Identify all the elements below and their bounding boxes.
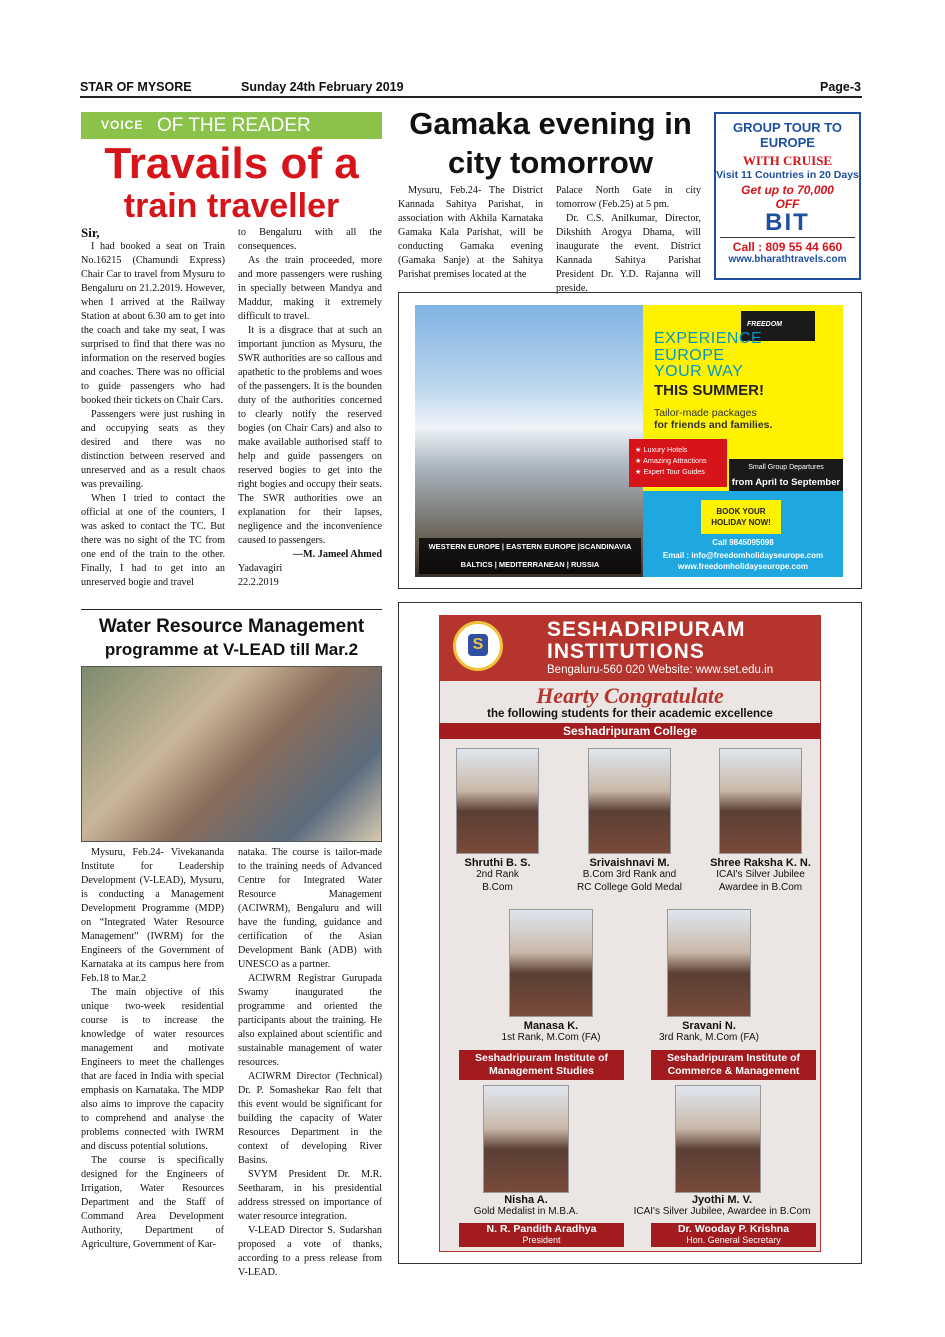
- vlead-column-1: [81, 846, 224, 1252]
- regions-line: WESTERN EUROPE | EASTERN EUROPE |SCANDINAVIA: [428, 542, 632, 551]
- student-achievement: 2nd Rank: [476, 869, 519, 880]
- ad-line: EUROPE: [760, 135, 815, 150]
- student-name: Shree Raksha K. N.: [710, 857, 811, 869]
- contact-info: [643, 537, 843, 572]
- section-label: OF THE READER: [157, 115, 311, 136]
- paragraph: Palace North Gate in city tomorrow (Feb.25) at 5 pm.: [556, 185, 701, 210]
- ad-website[interactable]: www.bharathtravels.com: [728, 254, 847, 265]
- student-card: [698, 857, 823, 894]
- ad-header: [439, 615, 821, 681]
- gamaka-title-line2: city tomorrow: [448, 145, 653, 180]
- paragraph: When I tried to contact the official at one of the counters, I was asked to contact the TC. But there was no sight of the TC from one end of the train to the other. Finally, I had to get into an unreserved bogie and travel: [81, 493, 225, 588]
- paragraph: to Bengaluru with all the consequences.: [238, 227, 382, 252]
- institution-name: [547, 619, 746, 663]
- student-card: [561, 857, 698, 894]
- departures-label: Small Group Departures: [748, 464, 824, 471]
- student-photo: [675, 1085, 761, 1193]
- student-course: B.Com: [482, 881, 513, 893]
- student-achievement: 3rd Rank, M.Com (FA): [658, 1032, 760, 1043]
- institute-line: Seshadripuram Institute of: [666, 1052, 801, 1064]
- feature-label: Expert Tour Guides: [643, 467, 705, 476]
- gamaka-column-2: [556, 184, 701, 296]
- student-card: [459, 1194, 593, 1219]
- student-achievement: Gold Medalist in M.B.A.: [473, 1206, 579, 1217]
- signature-date: 22.2.2019: [238, 577, 279, 588]
- ad-line: GROUP TOUR TO: [732, 120, 843, 135]
- voice-label: VOICE: [101, 118, 144, 132]
- congrats-subheading: the following students for their academic excellence: [487, 708, 773, 720]
- ad-line: Get up to 70,000: [741, 183, 834, 197]
- student-course: RC College Gold Medal: [576, 881, 683, 893]
- student-achievement: ICAI's Silver Jubilee, Awardee in B.Com: [633, 1206, 811, 1217]
- student-photo: [456, 748, 539, 854]
- student-name: Sravani N.: [682, 1020, 736, 1032]
- ad-line: WITH CRUISE: [742, 153, 833, 168]
- section-banner: [81, 112, 382, 139]
- signature-place: Yadavagiri: [238, 563, 283, 574]
- institute-line: Seshadripuram Institute of: [474, 1052, 609, 1064]
- reader-column-1: [81, 226, 225, 590]
- subtext-line: for friends and families.: [654, 419, 773, 431]
- feature-item: ★ Luxury Hotels: [635, 445, 688, 454]
- student-card: [623, 1194, 821, 1219]
- institution-logo: [453, 621, 503, 671]
- gamaka-title-line1: Gamaka evening in: [409, 106, 692, 141]
- headline-line: YOUR WAY: [654, 363, 744, 380]
- regions-line: BALTICS | MEDITERRANEAN | RUSSIA: [460, 560, 600, 569]
- institute-bar: [459, 1050, 624, 1080]
- ad-line: OFF: [775, 197, 800, 211]
- paragraph: It is a disgrace that at such an important junction as Mysuru, the SWR authorities are so callous and apathetic to the problems and woes of the passengers. It is the bounden duty of the authorities concerned to clearly notify the reserved bogies (on Chair Cars) and also to make available authorised staff to help and guide passengers on reserved bogies to get into the right bogies and occupy their seats. The SWR authorities owe an explanation for their lapses, negligence and the inconvenience caused to passengers.: [238, 325, 382, 546]
- college-bar: Seshadripuram College: [439, 723, 821, 739]
- signature: —M. Jameel Ahmed: [292, 549, 382, 560]
- article-title-line2: train traveller: [123, 187, 340, 225]
- student-photo: [719, 748, 802, 854]
- subtext-line: Tailor-made packages: [654, 407, 757, 419]
- cta-line: BOOK YOUR: [716, 507, 766, 516]
- paragraph: I had booked a seat on Train No.16215 (Chamundi Express) Chair Car to travel from Mysuru to Bengaluru on 21.2.2019. However, when I arrived at the Railway Station at about 6.30 am to get into the coach and take my seat, I was surprised to find that there was no information on the reserved bogies and coaches. There was no official to guide passengers who had booked their tickets on Chair Cars.: [81, 241, 225, 406]
- congrats-heading: Hearty Congratulate: [536, 683, 724, 708]
- reader-column-2: [238, 226, 382, 590]
- student-photo: [588, 748, 671, 854]
- regions-strip: [419, 538, 641, 574]
- paragraph: nataka. The course is tailor-made to the training needs of Advanced Centre for Integrated Water Resource Management (ACIWRM), Bengaluru and will have the funding, guidance and certification of the Asian Development Bank (ADB) with UNESCO as a partner.: [238, 847, 382, 970]
- vlead-title-line1: Water Resource Management: [98, 616, 365, 637]
- feature-item: ★ Amazing Attractions: [635, 456, 707, 465]
- header-rule: [80, 96, 862, 98]
- headline-line: EUROPE: [654, 346, 725, 364]
- paragraph: ACIWRM Director (Technical) Dr. P. Somashekar Rao felt that this event would be significant for building the capacity of Water Resources Department in the context of developing River Basins.: [238, 1071, 382, 1166]
- paragraph: The course is specifically designed for the Engineers of Irrigation, Water Resources Department and the Staff of Command Area Development Authority, Department of Agriculture, Government of Kar-: [81, 1155, 224, 1250]
- feature-label: Amazing Attractions: [643, 456, 707, 465]
- ad-phone: Call 9845095098: [712, 538, 774, 547]
- paragraph: ACIWRM Registrar Gurupada Swamy inaugurated the programme and oriented the participants about the training. He also explained about scientific and sustainable management of water resources.: [238, 973, 382, 1068]
- ad-website[interactable]: www.freedomholidayseurope.com: [678, 562, 808, 571]
- ad-subtext: [654, 407, 772, 431]
- europe-holiday-ad[interactable]: [398, 292, 862, 589]
- institution-address: Bengaluru-560 020 Website: www.set.edu.in: [547, 664, 774, 676]
- institute-bar: [651, 1050, 816, 1080]
- student-name: Srivaishnavi M.: [589, 857, 670, 869]
- paragraph: As the train proceeded, more and more passengers were rushing in specially between Mandya and Maddur, making it extremely difficult to travel.: [238, 255, 382, 322]
- paragraph: Mysuru, Feb.24- The District Kannada Sahitya Parishat, in association with Akhila Karnataka Gamaka Kala Parishat, will be conducting Gamaka evening (Gamaka Sanje) at the Sahitya Parishat premises located at the: [398, 185, 543, 280]
- bit-logo: BIT: [765, 209, 810, 236]
- president-name: N. R. Pandith Aradhya: [486, 1223, 597, 1235]
- student-name: Jyothi M. V.: [691, 1194, 753, 1206]
- paper-name: STAR OF MYSORE: [80, 80, 192, 94]
- name-line: SESHADRIPURAM: [547, 618, 746, 641]
- student-name: Manasa K.: [523, 1020, 579, 1032]
- paragraph: Dr. C.S. Anilkumar, Director, Dikshith Arogya Dhama, will inaugurate the event. District Kannada Sahitya Parishat President Dr. Y.D. Rajanna will preside.: [556, 213, 701, 294]
- paragraph: Mysuru, Feb.24- Vivekananda Institute for Leadership Development (V-LEAD), Mysuru, is conducting a Management Development Programme (MDP) on “Integrated Water Resource Management” (IWRM) for the Engineers of the Government of Karnataka at its campus here from Feb.18 to Mar.2: [81, 847, 224, 984]
- paragraph: SVYM President Dr. M.R. Seetharam, in his presidential address stressed on importance of water resource integration.: [238, 1169, 382, 1222]
- vlead-title-line2: programme at V-LEAD till Mar.2: [104, 640, 359, 659]
- vlead-column-2: [238, 846, 382, 1280]
- student-achievement: 1st Rank, M.Com (FA): [501, 1032, 601, 1043]
- salutation: Sir,: [81, 225, 100, 240]
- name-line: INSTITUTIONS: [547, 640, 705, 663]
- secretary-title: Hon. General Secretary: [686, 1235, 781, 1245]
- student-achievement: ICAI's Silver Jubilee: [716, 869, 805, 880]
- feature-item: ★ Expert Tour Guides: [635, 467, 705, 476]
- seshadripuram-ad[interactable]: [398, 602, 862, 1264]
- student-name: Shruthi B. S.: [464, 857, 531, 869]
- divider: [81, 609, 382, 610]
- logo-emblem: S: [468, 634, 488, 656]
- article-title-line1: Travails of a: [104, 139, 359, 188]
- student-photo: [483, 1085, 569, 1193]
- bit-travel-ad[interactable]: [714, 112, 861, 280]
- secretary-name: Dr. Wooday P. Krishna: [677, 1223, 790, 1235]
- issue-date: Sunday 24th February 2019: [241, 80, 404, 94]
- secretary-bar: [651, 1223, 816, 1247]
- student-card: [479, 1020, 623, 1045]
- paragraph: V-LEAD Director S. Sudarshan proposed a vote of thanks, according to a press release from V-LEAD.: [238, 1225, 382, 1278]
- paragraph: The main objective of this unique two-week residential course is to increase the knowledge of water resources management and motivate Engineers to meet the challenges that are faced in India with special emphasis on Karnataka. The MDP also aims to improve the capacity to comprehend and analyse the problems connected with IWRM and discuss potential solutions.: [81, 987, 224, 1152]
- departures-dates: from April to September: [731, 477, 841, 488]
- headline-line: EXPERIENCE: [654, 330, 763, 347]
- hikers-photo: [415, 305, 643, 577]
- features-box: [629, 439, 727, 487]
- student-card: [434, 857, 561, 894]
- institute-line: Management Studies: [488, 1064, 595, 1077]
- student-name: Nisha A.: [504, 1194, 548, 1206]
- president-title: President: [522, 1235, 561, 1245]
- student-card: [637, 1020, 781, 1045]
- paragraph: Passengers were just rushing in and occupying seats as they desired and there was no distinction between reserved and unreserved and as a result chaos was prevailing.: [81, 409, 225, 490]
- student-photo: [667, 909, 751, 1017]
- president-bar: [459, 1223, 624, 1247]
- ad-headline: [654, 331, 762, 381]
- ad-line: Visit 11 Countries in 20 Days: [716, 169, 859, 181]
- ad-email[interactable]: Email : info@freedomholidayseurope.com: [662, 551, 824, 560]
- gamaka-column-1: [398, 184, 543, 282]
- departures-box: [729, 459, 843, 491]
- ad-phone: Call : 809 55 44 660: [720, 237, 855, 254]
- institute-line: Commerce & Management: [667, 1064, 800, 1077]
- freedom-logo: FREEDOM: [741, 311, 815, 341]
- page-number: Page-3: [820, 80, 861, 94]
- book-now-button[interactable]: [701, 500, 781, 534]
- student-course: Awardee in B.Com: [718, 881, 803, 893]
- student-achievement: B.Com 3rd Rank and: [582, 869, 677, 880]
- feature-label: Luxury Hotels: [643, 445, 688, 454]
- cta-line: HOLIDAY NOW!: [711, 518, 771, 527]
- student-photo: [509, 909, 593, 1017]
- lamp-lighting-photo: [81, 666, 382, 842]
- ad-headline-bold: THIS SUMMER!: [654, 382, 764, 399]
